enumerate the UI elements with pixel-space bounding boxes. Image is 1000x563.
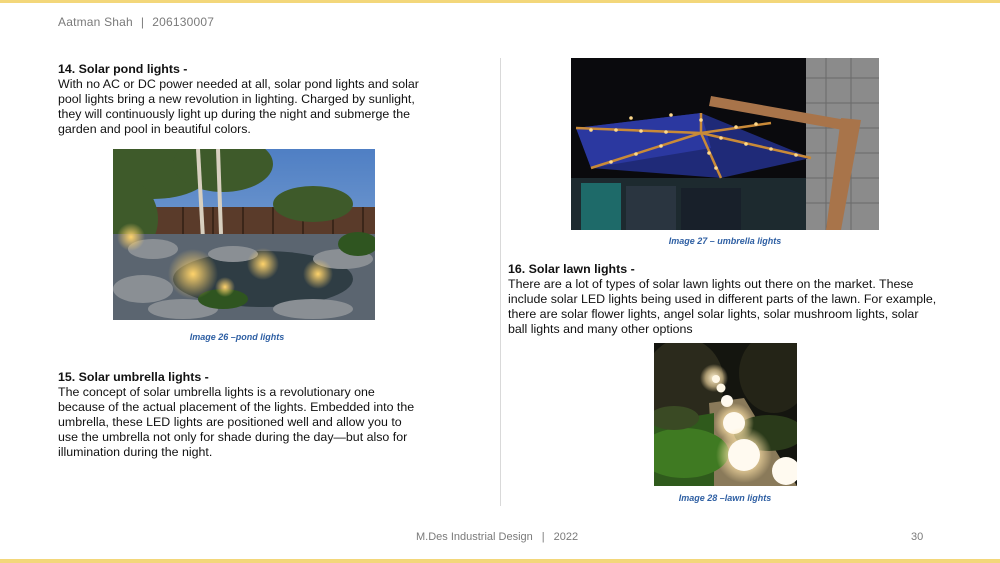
pond-lights-image <box>113 149 375 320</box>
caption-lawn: Image 28 –lawn lights <box>678 493 772 503</box>
author-name: Aatman Shah <box>58 15 133 29</box>
section-lawn-lights <box>508 262 938 337</box>
section-body: There are a lot of types of solar lawn lights out there on the market. These include solar LED lights being used in different parts of the lawn. For example, there are solar flower lights, angel solar lights, solar mushroom lights, solar ball lights and many other options <box>508 277 937 336</box>
section-title: 14. Solar pond lights - <box>58 62 188 76</box>
section-body: The concept of solar umbrella lights is a revolutionary one because of the actual placement of the lights. Embedded into the umbrella, these LED lights are positioned well and allow you to use the umbrella not only for shade during the day—but also for illumination during the night. <box>58 385 415 459</box>
header-separator: | <box>140 15 145 29</box>
caption-pond: Image 26 –pond lights <box>189 332 285 342</box>
column-divider <box>500 58 501 506</box>
student-id: 206130007 <box>152 15 215 29</box>
section-title: 16. Solar lawn lights - <box>508 262 635 276</box>
page-footer <box>416 531 578 543</box>
section-body: With no AC or DC power needed at all, solar pond lights and solar pool lights bring a new revolution in lighting. Charged by sunlight, they will continuously light up during the night and submerge the garden and pool in beautiful colors. <box>58 77 419 136</box>
section-pond-lights <box>58 62 420 137</box>
program-name: M.Des Industrial Design <box>416 531 533 543</box>
lawn-lights-image <box>654 343 797 486</box>
section-umbrella-lights <box>58 370 420 460</box>
footer-separator: | <box>541 531 545 543</box>
page-number: 30 <box>911 531 924 543</box>
section-title: 15. Solar umbrella lights - <box>58 370 209 384</box>
page-header <box>58 15 214 29</box>
caption-umbrella: Image 27 – umbrella lights <box>668 236 782 246</box>
footer-year: 2022 <box>553 531 579 543</box>
umbrella-lights-image <box>571 58 879 230</box>
top-accent-bar <box>0 0 1000 3</box>
bottom-accent-bar <box>0 559 1000 563</box>
